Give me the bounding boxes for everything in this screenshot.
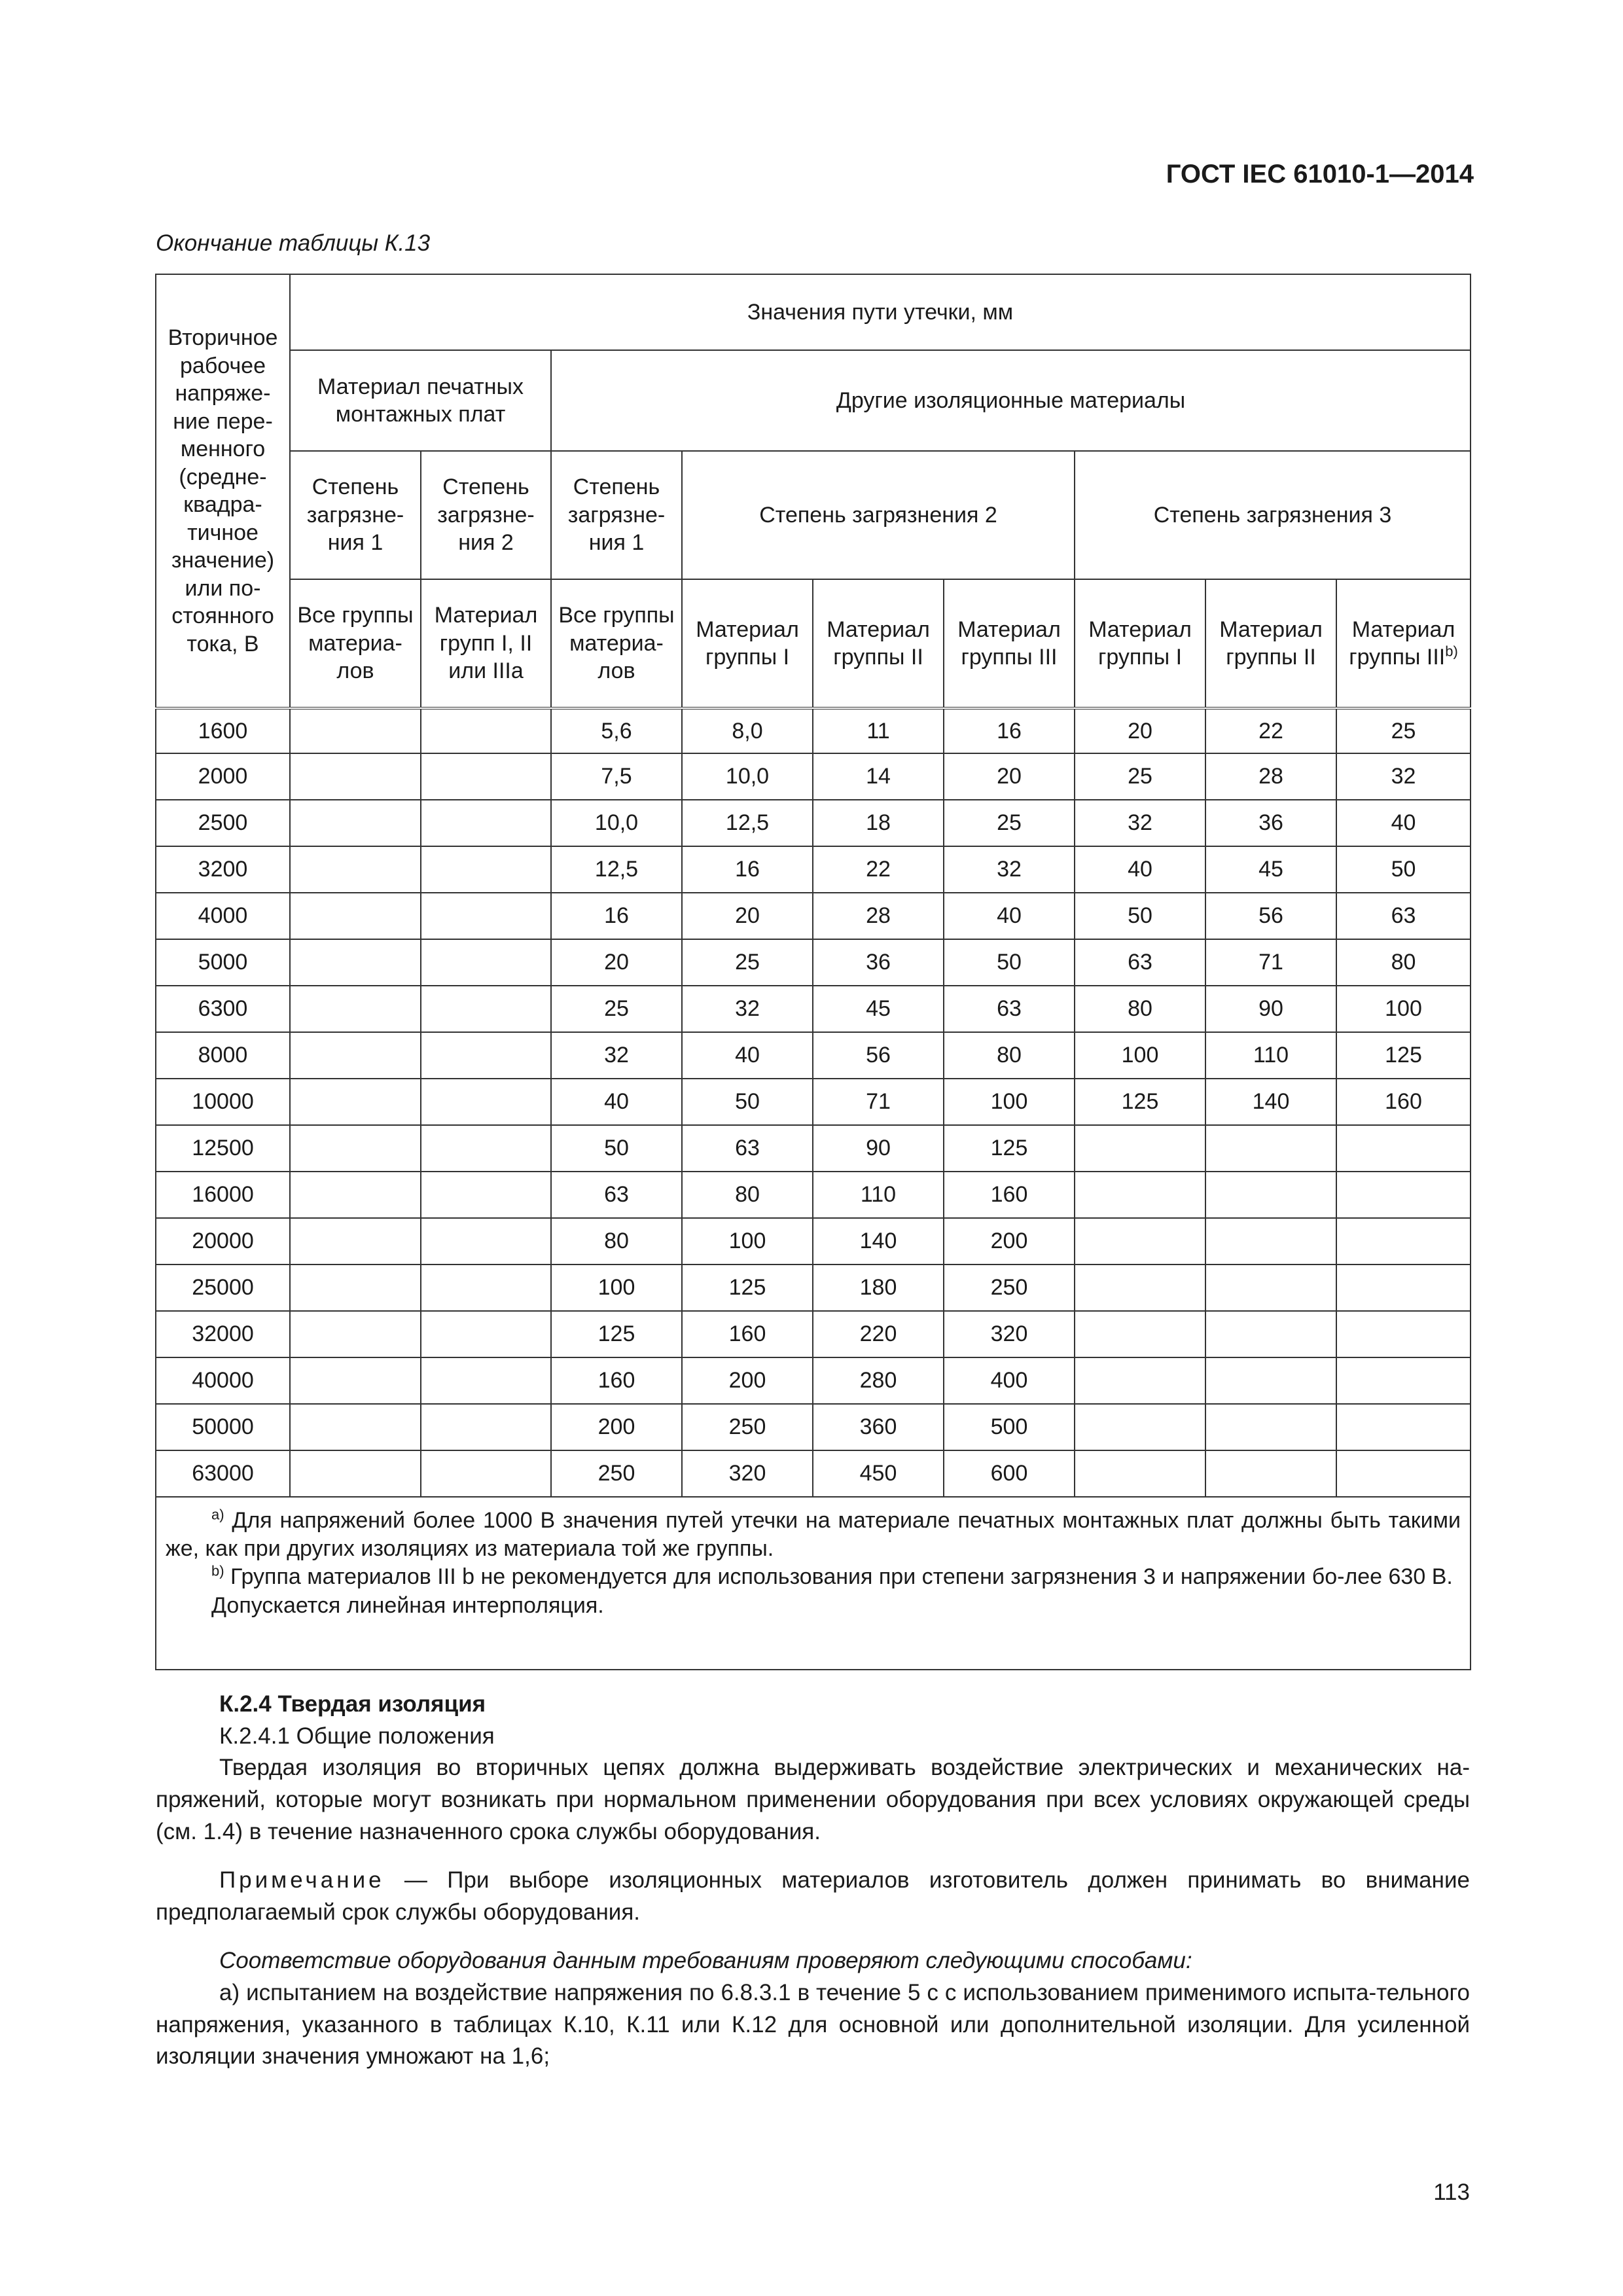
creepage-table <box>155 274 1471 1670</box>
note-text: — При выборе изоляционных материалов изготовитель должен принимать во внимание предполагаемый срок службы оборудования. <box>156 1867 1470 1925</box>
creepage-cell: 250 <box>551 1450 682 1497</box>
creepage-cell <box>421 1265 551 1311</box>
creepage-cell <box>290 1357 421 1404</box>
creepage-cell: 45 <box>813 986 944 1032</box>
voltage-cell: 8000 <box>156 1032 290 1079</box>
creepage-cell: 200 <box>944 1218 1075 1265</box>
table-row <box>156 893 1471 939</box>
creepage-cell <box>290 986 421 1032</box>
creepage-cell <box>290 1450 421 1497</box>
creepage-cell: 220 <box>813 1311 944 1357</box>
creepage-cell <box>1075 1450 1205 1497</box>
creepage-cell: 25 <box>1336 708 1471 753</box>
table-row <box>156 1265 1471 1311</box>
creepage-cell: 12,5 <box>682 800 813 846</box>
creepage-cell: 50 <box>944 939 1075 986</box>
table-row <box>156 1404 1471 1450</box>
material-group-iii-pd3-label: Материал группы III <box>1349 617 1455 670</box>
creepage-cell <box>1336 1125 1471 1172</box>
creepage-cell: 8,0 <box>682 708 813 753</box>
creepage-cell <box>1205 1311 1336 1357</box>
creepage-cell <box>1075 1265 1205 1311</box>
creepage-cell: 125 <box>682 1265 813 1311</box>
voltage-cell: 16000 <box>156 1172 290 1218</box>
table-row <box>156 846 1471 893</box>
creepage-cell: 71 <box>1205 939 1336 986</box>
creepage-cell: 100 <box>1336 986 1471 1032</box>
creepage-cell: 80 <box>1336 939 1471 986</box>
creepage-cell: 16 <box>682 846 813 893</box>
footnote-a-text: Для напряжений более 1000 В значения путей утечки на материале печатных монтажных плат должны быть такими же, как при других изоляциях из материала той же группы. <box>166 1508 1461 1562</box>
creepage-cell: 25 <box>682 939 813 986</box>
creepage-cell: 180 <box>813 1265 944 1311</box>
table-row <box>156 1079 1471 1125</box>
creepage-cell: 40 <box>944 893 1075 939</box>
voltage-column-header: Вторичное рабочее напряже-ние пере-менного (средне-квадра-тичное значение) или по-стоянного тока, В <box>156 274 290 708</box>
creepage-cell: 100 <box>1075 1032 1205 1079</box>
creepage-cell: 50 <box>1075 893 1205 939</box>
table-row <box>156 753 1471 800</box>
creepage-cell: 500 <box>944 1404 1075 1450</box>
creepage-cell: 16 <box>551 893 682 939</box>
creepage-cell <box>421 1032 551 1079</box>
creepage-cell <box>1336 1311 1471 1357</box>
section-text <box>156 1689 1470 2073</box>
creepage-cell: 80 <box>944 1032 1075 1079</box>
creepage-cell <box>290 1079 421 1125</box>
creepage-cell: 50 <box>551 1125 682 1172</box>
creepage-cell: 63 <box>682 1125 813 1172</box>
creepage-cell: 50 <box>1336 846 1471 893</box>
creepage-cell <box>421 800 551 846</box>
creepage-cell: 28 <box>1205 753 1336 800</box>
creepage-cell: 56 <box>813 1032 944 1079</box>
creepage-cell: 7,5 <box>551 753 682 800</box>
voltage-cell: 2500 <box>156 800 290 846</box>
creepage-cell <box>421 1079 551 1125</box>
creepage-cell <box>1075 1311 1205 1357</box>
table-row <box>156 939 1471 986</box>
creepage-cell: 160 <box>682 1311 813 1357</box>
creepage-cell <box>421 1218 551 1265</box>
creepage-cell: 25 <box>551 986 682 1032</box>
material-group-i-pd3-header: Материал группы I <box>1075 579 1205 708</box>
table-row <box>156 1125 1471 1172</box>
list-item-a: а) испытанием на воздействие напряжения по 6.8.3.1 в течение 5 с с использованием применимого испыта-тельного напряжения, указанного в таблицах К.10, К.11 или К.12 для основной или дополнительной изоляции. Для усиленной изоляции значения умножают на 1,6; <box>156 1980 1470 2070</box>
voltage-cell: 2000 <box>156 753 290 800</box>
footnote-b-text: Группа материалов III b не рекомендуется для использования при степени загрязнения 3 и напряжении бо-лее 630 В. <box>230 1564 1453 1590</box>
voltage-cell: 12500 <box>156 1125 290 1172</box>
creepage-cell <box>1075 1404 1205 1450</box>
creepage-cell: 100 <box>551 1265 682 1311</box>
table-row <box>156 1357 1471 1404</box>
creepage-cell <box>1336 1404 1471 1450</box>
creepage-cell <box>1075 1172 1205 1218</box>
note-paragraph <box>156 1865 1470 1928</box>
creepage-cell: 140 <box>1205 1079 1336 1125</box>
creepage-cell: 12,5 <box>551 846 682 893</box>
creepage-cell: 20 <box>944 753 1075 800</box>
creepage-values-header: Значения пути утечки, мм <box>290 274 1471 350</box>
table-row <box>156 800 1471 846</box>
creepage-cell <box>421 893 551 939</box>
creepage-cell: 160 <box>944 1172 1075 1218</box>
creepage-cell <box>1205 1265 1336 1311</box>
voltage-cell: 4000 <box>156 893 290 939</box>
creepage-cell: 5,6 <box>551 708 682 753</box>
footnote-a <box>166 1507 1461 1563</box>
creepage-cell <box>290 1218 421 1265</box>
creepage-cell: 16 <box>944 708 1075 753</box>
creepage-cell <box>1075 1218 1205 1265</box>
creepage-cell <box>1205 1172 1336 1218</box>
table-footnotes <box>156 1497 1471 1670</box>
table-row <box>156 708 1471 753</box>
creepage-cell: 25 <box>1075 753 1205 800</box>
creepage-cell <box>421 986 551 1032</box>
footnote-b-marker: b) <box>211 1563 224 1580</box>
creepage-cell: 36 <box>813 939 944 986</box>
creepage-cell: 125 <box>944 1125 1075 1172</box>
creepage-cell: 32 <box>944 846 1075 893</box>
creepage-cell <box>1205 1357 1336 1404</box>
creepage-cell <box>1205 1125 1336 1172</box>
creepage-cell: 160 <box>1336 1079 1471 1125</box>
creepage-cell <box>290 939 421 986</box>
creepage-cell <box>1336 1265 1471 1311</box>
creepage-cell: 20 <box>551 939 682 986</box>
material-group-iii-pd3-header <box>1336 579 1471 708</box>
creepage-cell <box>421 846 551 893</box>
pcb-material-header: Материал печатных монтажных плат <box>290 350 551 451</box>
voltage-cell: 10000 <box>156 1079 290 1125</box>
voltage-cell: 25000 <box>156 1265 290 1311</box>
creepage-cell <box>290 1125 421 1172</box>
voltage-cell: 32000 <box>156 1311 290 1357</box>
creepage-cell: 80 <box>551 1218 682 1265</box>
creepage-cell: 14 <box>813 753 944 800</box>
creepage-cell: 32 <box>682 986 813 1032</box>
section-subheading: К.2.4.1 Общие положения <box>219 1723 495 1749</box>
pollution-degree-3-header: Степень загрязнения 3 <box>1075 451 1471 579</box>
creepage-cell: 600 <box>944 1450 1075 1497</box>
creepage-cell: 200 <box>551 1404 682 1450</box>
creepage-cell: 10,0 <box>551 800 682 846</box>
creepage-cell <box>1205 1404 1336 1450</box>
footnote-a-marker: a) <box>211 1506 224 1523</box>
creepage-cell: 250 <box>944 1265 1075 1311</box>
creepage-cell: 28 <box>813 893 944 939</box>
material-group-ii-pd2-header: Материал группы II <box>813 579 944 708</box>
creepage-cell <box>421 708 551 753</box>
voltage-cell: 5000 <box>156 939 290 986</box>
table-row <box>156 1172 1471 1218</box>
material-groups-i-ii-iiia-header: Материал групп I, II или IIIa <box>421 579 551 708</box>
creepage-cell: 40 <box>682 1032 813 1079</box>
creepage-cell: 110 <box>813 1172 944 1218</box>
creepage-cell: 125 <box>1336 1032 1471 1079</box>
pollution-degree-2-pcb-header: Степень загрязне-ния 2 <box>421 451 551 579</box>
creepage-cell: 22 <box>813 846 944 893</box>
creepage-cell: 63 <box>551 1172 682 1218</box>
creepage-cell: 50 <box>682 1079 813 1125</box>
creepage-cell: 25 <box>944 800 1075 846</box>
voltage-cell: 6300 <box>156 986 290 1032</box>
table-row <box>156 986 1471 1032</box>
creepage-cell <box>290 1311 421 1357</box>
creepage-cell <box>421 1172 551 1218</box>
table-row <box>156 1450 1471 1497</box>
creepage-cell: 400 <box>944 1357 1075 1404</box>
creepage-cell <box>290 1172 421 1218</box>
table-row <box>156 1218 1471 1265</box>
voltage-cell: 63000 <box>156 1450 290 1497</box>
pollution-degree-1-other-header: Степень загрязне-ния 1 <box>551 451 682 579</box>
creepage-cell <box>290 1032 421 1079</box>
creepage-cell: 40 <box>1336 800 1471 846</box>
creepage-cell: 90 <box>1205 986 1336 1032</box>
creepage-cell: 320 <box>944 1311 1075 1357</box>
creepage-cell: 80 <box>682 1172 813 1218</box>
voltage-cell: 50000 <box>156 1404 290 1450</box>
material-group-ii-pd3-header: Материал группы II <box>1205 579 1336 708</box>
voltage-cell: 3200 <box>156 846 290 893</box>
creepage-cell: 140 <box>813 1218 944 1265</box>
creepage-cell <box>1336 1218 1471 1265</box>
voltage-cell: 1600 <box>156 708 290 753</box>
creepage-cell <box>290 893 421 939</box>
creepage-cell <box>290 1265 421 1311</box>
creepage-cell: 36 <box>1205 800 1336 846</box>
creepage-cell: 18 <box>813 800 944 846</box>
other-materials-header: Другие изоляционные материалы <box>551 350 1471 451</box>
creepage-cell: 32 <box>1075 800 1205 846</box>
pollution-degree-1-pcb-header: Степень загрязне-ния 1 <box>290 451 421 579</box>
creepage-cell: 80 <box>1075 986 1205 1032</box>
creepage-cell <box>421 1311 551 1357</box>
creepage-cell: 160 <box>551 1357 682 1404</box>
footnote-b <box>166 1563 1461 1591</box>
pollution-degree-2-header: Степень загрязнения 2 <box>682 451 1075 579</box>
creepage-cell <box>421 939 551 986</box>
creepage-cell: 71 <box>813 1079 944 1125</box>
material-group-i-pd2-header: Материал группы I <box>682 579 813 708</box>
all-groups-other-header: Все группы материа-лов <box>551 579 682 708</box>
creepage-cell <box>1336 1172 1471 1218</box>
creepage-cell: 100 <box>682 1218 813 1265</box>
paragraph-solid-insulation: Твердая изоляция во вторичных цепях должна выдерживать воздействие электрических и механических на-пряжений, которые могут возникать при нормальном применении оборудования при всех условиях окружающей среды (см. 1.4) в течение назначенного срока службы оборудования. <box>156 1755 1470 1844</box>
voltage-cell: 40000 <box>156 1357 290 1404</box>
creepage-cell: 20 <box>682 893 813 939</box>
creepage-cell <box>290 708 421 753</box>
creepage-cell: 63 <box>1075 939 1205 986</box>
creepage-cell <box>421 1125 551 1172</box>
table-row <box>156 1032 1471 1079</box>
creepage-cell: 360 <box>813 1404 944 1450</box>
creepage-cell: 40 <box>551 1079 682 1125</box>
creepage-cell <box>290 753 421 800</box>
creepage-cell: 22 <box>1205 708 1336 753</box>
all-groups-pcb-header: Все группы материа-лов <box>290 579 421 708</box>
creepage-cell: 63 <box>1336 893 1471 939</box>
creepage-cell <box>421 1404 551 1450</box>
creepage-cell: 56 <box>1205 893 1336 939</box>
table-caption: Окончание таблицы К.13 <box>156 230 431 256</box>
standard-code: ГОСТ IEC 61010-1—2014 <box>1166 160 1474 188</box>
creepage-cell <box>421 1357 551 1404</box>
creepage-cell: 110 <box>1205 1032 1336 1079</box>
creepage-cell: 125 <box>551 1311 682 1357</box>
creepage-cell: 11 <box>813 708 944 753</box>
material-group-iii-pd2-header: Материал группы III <box>944 579 1075 708</box>
creepage-cell: 125 <box>1075 1079 1205 1125</box>
creepage-cell: 320 <box>682 1450 813 1497</box>
creepage-cell: 100 <box>944 1079 1075 1125</box>
creepage-cell: 40 <box>1075 846 1205 893</box>
creepage-cell: 200 <box>682 1357 813 1404</box>
creepage-cell: 450 <box>813 1450 944 1497</box>
footnote-b-ref: b) <box>1445 643 1458 660</box>
creepage-cell <box>1336 1450 1471 1497</box>
creepage-cell: 32 <box>551 1032 682 1079</box>
creepage-cell: 280 <box>813 1357 944 1404</box>
creepage-cell: 90 <box>813 1125 944 1172</box>
creepage-cell <box>1205 1218 1336 1265</box>
creepage-cell <box>290 800 421 846</box>
interpolation-note: Допускается линейная интерполяция. <box>211 1592 604 1618</box>
creepage-cell: 10,0 <box>682 753 813 800</box>
voltage-cell: 20000 <box>156 1218 290 1265</box>
creepage-cell <box>1075 1125 1205 1172</box>
creepage-cell: 20 <box>1075 708 1205 753</box>
creepage-cell: 250 <box>682 1404 813 1450</box>
table-row <box>156 1311 1471 1357</box>
creepage-cell <box>421 1450 551 1497</box>
creepage-cell: 63 <box>944 986 1075 1032</box>
creepage-cell <box>1205 1450 1336 1497</box>
creepage-cell <box>421 753 551 800</box>
creepage-cell: 32 <box>1336 753 1471 800</box>
section-heading: К.2.4 Твердая изоляция <box>219 1691 486 1717</box>
creepage-cell: 45 <box>1205 846 1336 893</box>
creepage-cell <box>290 846 421 893</box>
compliance-statement: Соответствие оборудования данным требованиям проверяют следующими способами: <box>219 1948 1192 1974</box>
note-label: Примечание <box>219 1867 385 1893</box>
creepage-cell <box>1336 1357 1471 1404</box>
page-number: 113 <box>1433 2179 1470 2205</box>
creepage-cell <box>1075 1357 1205 1404</box>
creepage-cell <box>290 1404 421 1450</box>
